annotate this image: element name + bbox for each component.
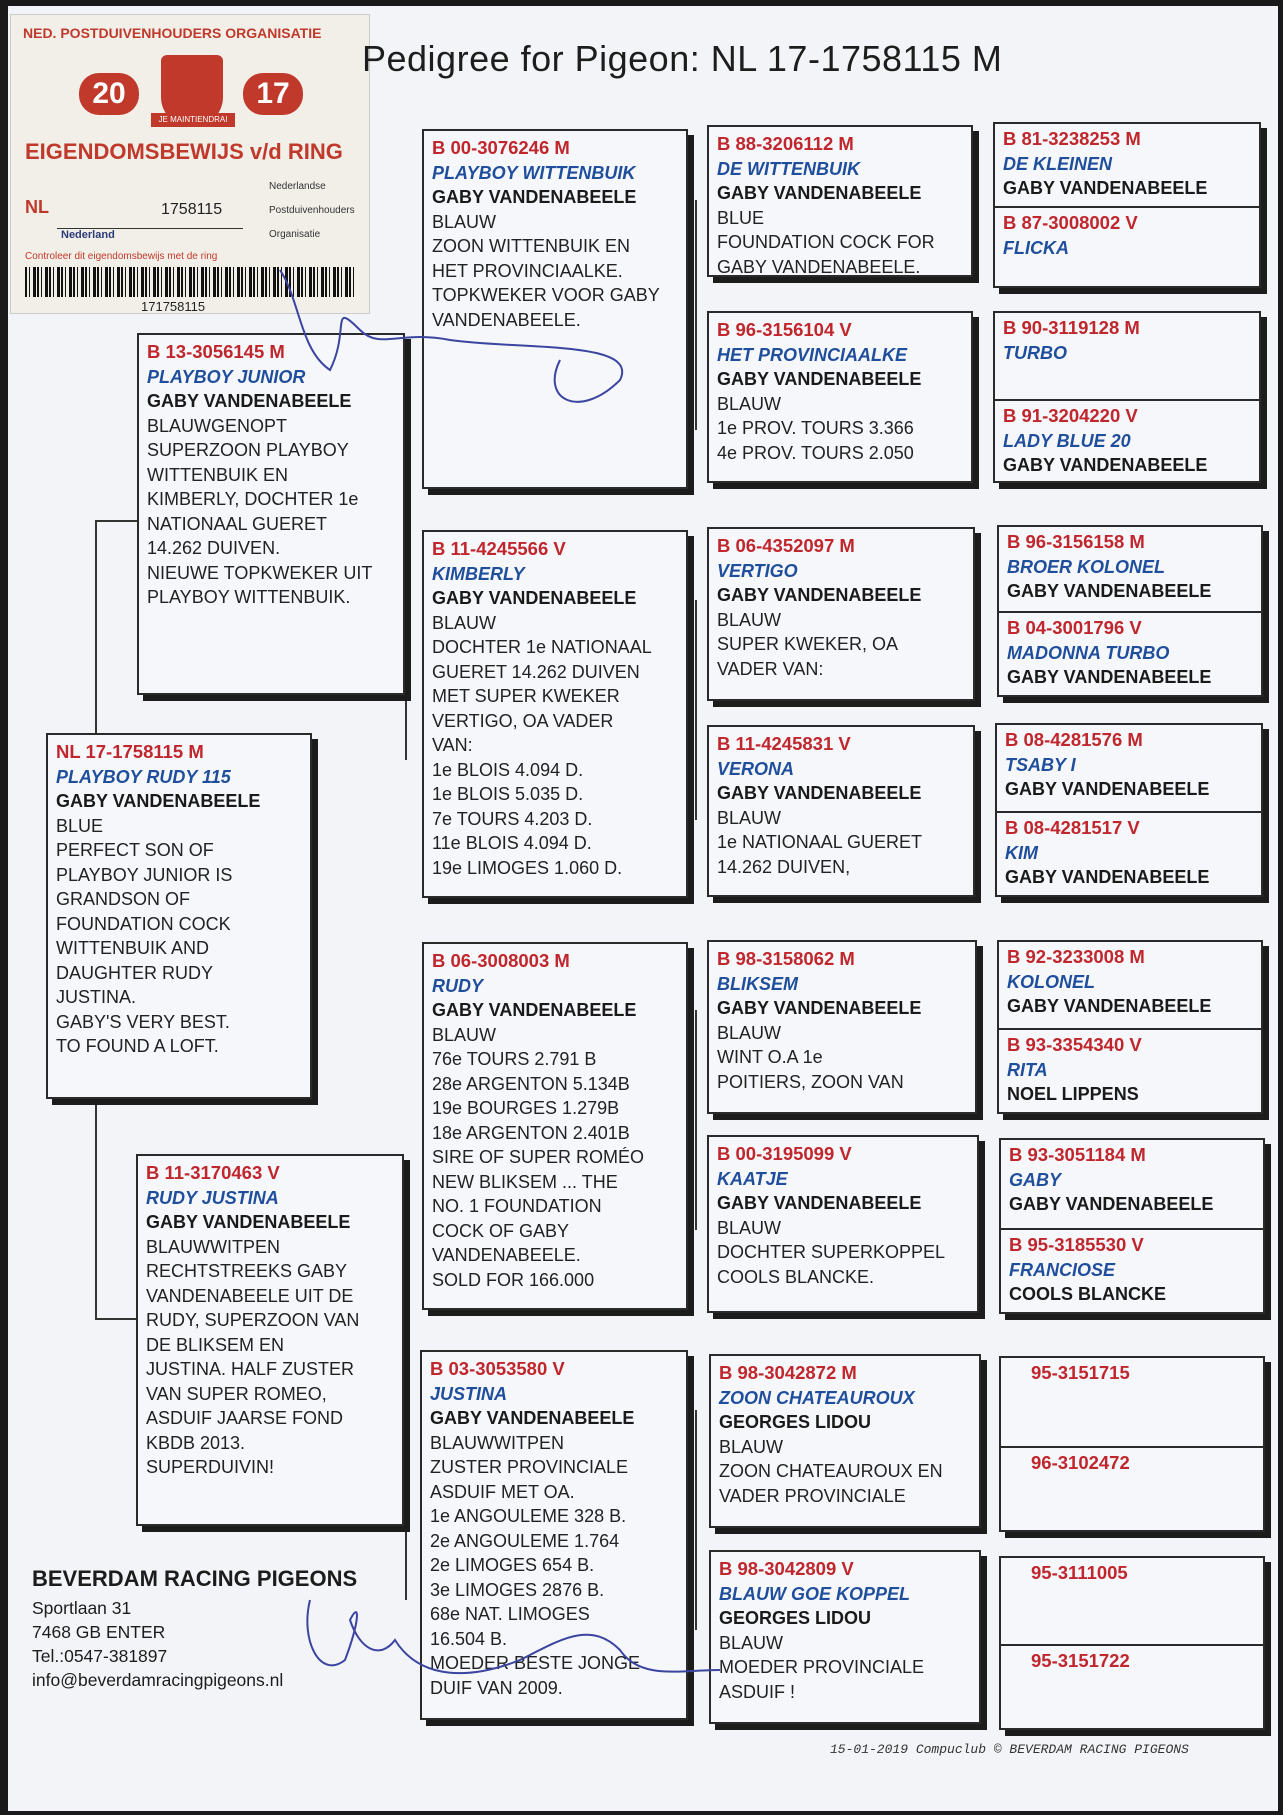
pigeon-name: PLAYBOY RUDY 115	[56, 766, 231, 787]
description-line: ZOON CHATEAUROUX EN	[719, 1461, 943, 1481]
pigeon-name: VERTIGO	[717, 560, 798, 581]
description-line: GABY'S VERY BEST.	[56, 1011, 230, 1032]
description-line: VANDENABEELE.	[432, 1245, 581, 1265]
description-line: PLAYBOY JUNIOR IS	[56, 864, 233, 885]
description-line: KBDB 2013.	[146, 1432, 246, 1453]
grandparent-box	[422, 530, 688, 898]
description-line: MET SUPER KWEKER	[432, 686, 620, 706]
breeder-name: GABY VANDENABEELE	[56, 791, 261, 811]
description-line: BLAUW	[717, 1217, 782, 1238]
description-line: 4e PROV. TOURS 2.050	[717, 442, 914, 463]
breeder-name: GABY VANDENABEELE	[146, 1212, 351, 1232]
ring-number: B 96-3156158 M	[1007, 531, 1145, 552]
ring-number: B 87-3008002 V	[1003, 212, 1138, 233]
description-line: WITTENBUIK EN	[147, 464, 289, 485]
description-line: MOEDER BESTE JONGE	[430, 1653, 641, 1673]
certificate-check-note: Controleer dit eigendomsbewijs met de ring	[25, 251, 218, 262]
ggg-dam	[995, 399, 1259, 483]
pigeon-name: ZOON CHATEAUROUX	[719, 1387, 915, 1408]
address-line: Sportlaan 31	[32, 1598, 132, 1618]
breeder-name: COOLS BLANCKE	[1009, 1284, 1166, 1304]
ring-number: B 98-3042872 M	[719, 1362, 857, 1383]
description-line: 19e LIMOGES 1.060 D.	[432, 857, 623, 878]
npo-line: Organisatie	[269, 229, 321, 240]
ggg-pair-box	[999, 1556, 1265, 1730]
grandparent-box	[420, 1350, 688, 1720]
description-line: VAN SUPER ROMEO,	[146, 1383, 327, 1404]
description-line: NATIONAAL GUERET	[147, 513, 328, 534]
pigeon-name: KOLONEL	[1007, 971, 1095, 992]
pigeon-name: JUSTINA	[430, 1383, 508, 1404]
description-line: HET PROVINCIAALKE.	[432, 260, 623, 281]
page-title: Pedigree for Pigeon: NL 17-1758115 M	[362, 38, 1003, 79]
ring-number: B 91-3204220 V	[1003, 405, 1138, 426]
description-line: VANDENABEELE UIT DE	[146, 1285, 354, 1306]
description-line: 1e ANGOULEME 328 B.	[430, 1506, 627, 1526]
ring-number: B 93-3354340 V	[1007, 1034, 1142, 1055]
description-line: TOPKWEKER VOOR GABY	[432, 285, 660, 305]
ggg-dam	[1001, 1644, 1263, 1730]
certificate-organisation: NED. POSTDUIVENHOUDERS ORGANISATIE	[23, 25, 322, 41]
breeder-name: GABY VANDENABEELE	[1009, 1194, 1214, 1214]
great-grandparent-box	[707, 527, 975, 701]
description-line: 1e PROV. TOURS 3.366	[717, 418, 914, 438]
description-line: VANDENABEELE.	[432, 309, 581, 330]
pigeon-name: TURBO	[1003, 342, 1067, 363]
certificate-year-left: 20	[79, 73, 139, 115]
description-line: BLAUW	[719, 1436, 784, 1457]
ring-number: NL 17-1758115 M	[56, 741, 204, 762]
description-line: GUERET 14.262 DUIVEN	[432, 661, 640, 682]
description-line: TO FOUND A LOFT.	[56, 1036, 219, 1056]
breeder-name: GABY VANDENABEELE	[1005, 867, 1210, 887]
breeder-name: GABY VANDENABEELE	[432, 588, 637, 608]
ring-number: 95-3151715	[1031, 1362, 1130, 1383]
description-line: VERTIGO, OA VADER	[432, 710, 614, 731]
breeder-name: GABY VANDENABEELE	[717, 585, 922, 605]
pigeon-name: FRANCIOSE	[1009, 1259, 1116, 1280]
breeder-name: GABY VANDENABEELE	[1007, 667, 1212, 687]
pigeon-name: RITA	[1007, 1059, 1048, 1080]
pigeon-name: PLAYBOY JUNIOR	[147, 366, 306, 387]
description-line: WINT O.A 1e	[717, 1047, 823, 1067]
description-line: 14.262 DUIVEN,	[717, 856, 851, 877]
certificate-country-code: NL	[25, 197, 49, 217]
great-grandparent-box	[707, 940, 977, 1114]
description-line: ZUSTER PROVINCIALE	[430, 1457, 629, 1477]
breeder-name: GABY VANDENABEELE	[430, 1408, 635, 1428]
description-line: JUSTINA.	[56, 987, 137, 1007]
barcode-icon	[25, 267, 355, 297]
great-grandparent-box	[707, 725, 975, 897]
ggg-pair-box	[993, 122, 1261, 288]
pigeon-name: BLIKSEM	[717, 973, 798, 994]
great-grandparent-box	[707, 311, 973, 483]
dam-box	[136, 1154, 404, 1526]
ggg-sire	[995, 124, 1259, 206]
breeder-name: GABY VANDENABEELE	[1005, 779, 1210, 799]
breeder-name: GABY VANDENABEELE	[717, 183, 922, 203]
breeder-name: GABY VANDENABEELE	[1003, 178, 1208, 198]
description-line: BLAUWGENOPT	[147, 415, 288, 436]
connector-line	[695, 1410, 697, 1630]
description-line: 19e BOURGES 1.279B	[432, 1098, 620, 1118]
description-line: BLAUWWITPEN	[430, 1432, 565, 1453]
description-line: 2e LIMOGES 654 B.	[430, 1555, 595, 1575]
description-line: BLAUW	[432, 211, 497, 232]
description-line: VADER PROVINCIALE	[719, 1485, 906, 1506]
ring-number: B 06-4352097 M	[717, 535, 855, 556]
great-grandparent-box	[707, 125, 973, 277]
ring-number: B 96-3156104 V	[717, 319, 852, 340]
description-line: SUPERZOON PLAYBOY	[147, 440, 349, 460]
certificate-year-right: 17	[243, 73, 303, 115]
description-line: KIMBERLY, DOCHTER 1e	[147, 489, 359, 509]
description-line: NIEUWE TOPKWEKER UIT	[147, 562, 373, 583]
pigeon-name: GABY	[1009, 1169, 1062, 1190]
connector-line	[695, 600, 697, 820]
breeder-name: GABY VANDENABEELE	[432, 187, 637, 207]
connector-line	[95, 520, 139, 522]
description-line: JUSTINA. HALF ZUSTER	[146, 1359, 355, 1379]
description-line: DAUGHTER RUDY	[56, 962, 214, 983]
company-name: BEVERDAM RACING PIGEONS	[32, 1566, 358, 1591]
breeder-name: NOEL LIPPENS	[1007, 1084, 1139, 1104]
description-line: 3e LIMOGES 2876 B.	[430, 1579, 605, 1600]
ggg-dam	[1001, 1446, 1263, 1532]
description-line: BLAUW	[717, 609, 782, 630]
ring-number: 96-3102472	[1031, 1452, 1130, 1473]
description-line: 1e BLOIS 4.094 D.	[432, 759, 584, 780]
ring-number: 95-3111005	[1031, 1562, 1128, 1583]
print-stamp: 15-01-2019 Compuclub © BEVERDAM RACING PIGEONS	[830, 1742, 1189, 1757]
description-line: RECHTSTREEKS GABY	[146, 1261, 348, 1281]
npo-line: Nederlandse	[269, 181, 326, 192]
description-line: POITIERS, ZOON VAN	[717, 1071, 904, 1092]
phone-number: Tel.:0547-381897	[32, 1646, 168, 1666]
breeder-name: GABY VANDENABEELE	[432, 1000, 637, 1020]
description-line: PLAYBOY WITTENBUIK.	[147, 587, 351, 607]
barcode-number: 171758115	[141, 299, 206, 314]
ggg-pair-box	[997, 525, 1263, 697]
ggg-pair-box	[995, 723, 1263, 897]
pigeon-name: KIM	[1005, 842, 1038, 863]
breeder-name: GEORGES LIDOU	[719, 1412, 872, 1432]
ggg-dam	[1001, 1228, 1263, 1314]
description-line: COOLS BLANCKE.	[717, 1266, 875, 1287]
description-line: 28e ARGENTON 5.134B	[432, 1073, 630, 1094]
pigeon-name: KIMBERLY	[432, 563, 525, 584]
great-grandparent-box	[709, 1354, 981, 1528]
ring-number: B 13-3056145 M	[147, 341, 285, 362]
ggg-dam	[997, 811, 1261, 897]
email-address: info@beverdamracingpigeons.nl	[32, 1670, 284, 1690]
ring-number: B 03-3053580 V	[430, 1358, 565, 1379]
ring-number: B 93-3051184 M	[1009, 1144, 1146, 1165]
description-line: BLUE	[717, 207, 765, 228]
ggg-sire	[1001, 1140, 1263, 1228]
description-line: BLUE	[56, 815, 104, 836]
pigeon-name: LADY BLUE 20	[1003, 430, 1131, 451]
description-line: MOEDER PROVINCIALE	[719, 1657, 925, 1677]
ring-certificate	[10, 14, 370, 314]
description-line: WITTENBUIK AND	[56, 938, 210, 958]
certificate-country: Nederland	[61, 229, 115, 241]
description-line: DUIF VAN 2009.	[430, 1677, 563, 1698]
connector-line	[405, 1220, 407, 1600]
description-line: BLAUWWITPEN	[146, 1236, 281, 1257]
ggg-dam	[999, 611, 1261, 697]
description-line: ZOON WITTENBUIK EN	[432, 236, 630, 256]
grandparent-box	[422, 942, 688, 1310]
description-line: GABY VANDENABEELE.	[717, 256, 921, 277]
pigeon-name: DE KLEINEN	[1003, 153, 1113, 174]
breeder-name: GEORGES LIDOU	[719, 1608, 872, 1628]
breeder-name: GABY VANDENABEELE	[717, 783, 922, 803]
connector-line	[95, 1318, 139, 1320]
description-line: DOCHTER 1e NATIONAAL	[432, 637, 652, 657]
description-line: 16.504 B.	[430, 1628, 508, 1649]
pigeon-name: RUDY JUSTINA	[146, 1187, 279, 1208]
pigeon-name: BLAUW GOE KOPPEL	[719, 1583, 911, 1604]
ring-number: B 00-3195099 V	[717, 1143, 852, 1164]
description-line: GRANDSON OF	[56, 889, 191, 909]
description-line: VAN:	[432, 735, 473, 755]
description-line: 14.262 DUIVEN.	[147, 538, 281, 558]
certificate-heading: EIGENDOMSBEWIJS v/d RING	[25, 139, 343, 164]
description-line: BLAUW	[717, 393, 782, 414]
description-line: 1e NATIONAAL GUERET	[717, 832, 923, 852]
ggg-pair-box	[999, 1138, 1265, 1314]
breeder-name: GABY VANDENABEELE	[147, 391, 352, 411]
description-line: SOLD FOR 166.000	[432, 1269, 595, 1290]
description-line: ASDUIF JAARSE FOND	[146, 1408, 344, 1428]
pigeon-name: BROER KOLONEL	[1007, 556, 1166, 577]
description-line: NEW BLIKSEM ... THE	[432, 1171, 618, 1192]
ring-number: B 04-3001796 V	[1007, 617, 1142, 638]
ggg-dam	[995, 206, 1259, 288]
pigeon-name: KAATJE	[717, 1168, 788, 1189]
breeder-name: GABY VANDENABEELE	[717, 369, 922, 389]
ggg-pair-box	[997, 940, 1263, 1114]
description-line: DOCHTER SUPERKOPPEL	[717, 1242, 946, 1262]
sire-box	[137, 333, 405, 695]
ring-number: B 95-3185530 V	[1009, 1234, 1144, 1255]
breeder-name: GABY VANDENABEELE	[717, 998, 922, 1018]
ring-number: B 08-4281576 M	[1005, 729, 1143, 750]
npo-logo-text	[269, 175, 355, 247]
ggg-dam	[999, 1028, 1261, 1114]
subject-box	[46, 733, 312, 1099]
ring-number: B 88-3206112 M	[717, 133, 854, 154]
description-line: BLAUW	[717, 1022, 782, 1043]
description-line: COCK OF GABY	[432, 1220, 570, 1241]
description-line: BLAUW	[717, 807, 782, 828]
description-line: BLAUW	[432, 1024, 497, 1045]
ring-number: 95-3151722	[1031, 1650, 1130, 1671]
ring-number: B 11-4245831 V	[717, 733, 851, 754]
description-line: ASDUIF !	[719, 1681, 796, 1702]
npo-line: Postduivenhouders	[269, 205, 355, 216]
certificate-motto: JE MAINTIENDRAI	[151, 113, 235, 127]
ring-number: B 06-3008003 M	[432, 950, 570, 971]
grandparent-box	[422, 129, 688, 489]
ggg-sire	[1001, 1558, 1263, 1644]
breeder-name: GABY VANDENABEELE	[1007, 996, 1212, 1016]
ggg-sire	[999, 527, 1261, 611]
description-line: 11e BLOIS 4.094 D.	[432, 833, 592, 853]
connector-line	[695, 200, 697, 430]
description-line: VADER VAN:	[717, 658, 824, 679]
pigeon-name: DE WITTENBUIK	[717, 158, 860, 179]
description-line: FOUNDATION COCK FOR	[717, 232, 935, 252]
breeder-name: GABY VANDENABEELE	[1003, 455, 1208, 475]
description-line: SUPERDUIVIN!	[146, 1457, 275, 1477]
description-line: DE BLIKSEM EN	[146, 1334, 285, 1355]
certificate-ring-number: 1758115	[161, 201, 223, 218]
great-grandparent-box	[709, 1550, 981, 1724]
ring-number: B 08-4281517 V	[1005, 817, 1140, 838]
pigeon-name: FLICKA	[1003, 237, 1069, 258]
description-line: FOUNDATION COCK	[56, 913, 231, 934]
description-line: SIRE OF SUPER ROMÉO	[432, 1147, 645, 1167]
pigeon-name: MADONNA TURBO	[1007, 642, 1170, 663]
ggg-sire	[999, 942, 1261, 1028]
address-line: 7468 GB ENTER	[32, 1622, 166, 1642]
description-line: RUDY, SUPERZOON VAN	[146, 1310, 360, 1330]
description-line: BLAUW	[719, 1632, 784, 1653]
description-line: NO. 1 FOUNDATION	[432, 1196, 602, 1216]
ggg-sire	[1001, 1358, 1263, 1446]
ggg-sire	[997, 725, 1261, 811]
ring-number: B 11-3170463 V	[146, 1162, 280, 1183]
description-line: SUPER KWEKER, OA	[717, 634, 899, 654]
connector-line	[405, 340, 407, 760]
description-line: 2e ANGOULEME 1.764	[430, 1530, 620, 1551]
description-line: 7e TOURS 4.203 D.	[432, 808, 593, 829]
ring-number: B 00-3076246 M	[432, 137, 570, 158]
description-line: 68e NAT. LIMOGES	[430, 1604, 590, 1624]
description-line: PERFECT SON OF	[56, 840, 214, 860]
ring-number: B 98-3158062 M	[717, 948, 855, 969]
ggg-sire	[995, 313, 1259, 399]
ggg-pair-box	[999, 1356, 1265, 1532]
pigeon-name: TSABY I	[1005, 754, 1076, 775]
ring-number: B 81-3238253 M	[1003, 128, 1141, 149]
breeder-name: GABY VANDENABEELE	[1007, 581, 1212, 601]
breeder-name: GABY VANDENABEELE	[717, 1193, 922, 1213]
pigeon-name: HET PROVINCIAALKE	[717, 344, 908, 365]
pigeon-name: RUDY	[432, 975, 484, 996]
ring-number: B 90-3119128 M	[1003, 317, 1140, 338]
description-line: 76e TOURS 2.791 B	[432, 1049, 597, 1069]
ring-number: B 98-3042809 V	[719, 1558, 854, 1579]
ggg-pair-box	[993, 311, 1261, 483]
description-line: 1e BLOIS 5.035 D.	[432, 784, 584, 804]
connector-line	[695, 1010, 697, 1230]
description-line: BLAUW	[432, 612, 497, 633]
description-line: 18e ARGENTON 2.401B	[432, 1122, 630, 1143]
ring-number: B 11-4245566 V	[432, 538, 566, 559]
great-grandparent-box	[707, 1135, 979, 1313]
pigeon-name: VERONA	[717, 758, 795, 779]
ring-number: B 92-3233008 M	[1007, 946, 1145, 967]
description-line: ASDUIF MET OA.	[430, 1481, 575, 1502]
pigeon-name: PLAYBOY WITTENBUIK	[432, 162, 636, 183]
